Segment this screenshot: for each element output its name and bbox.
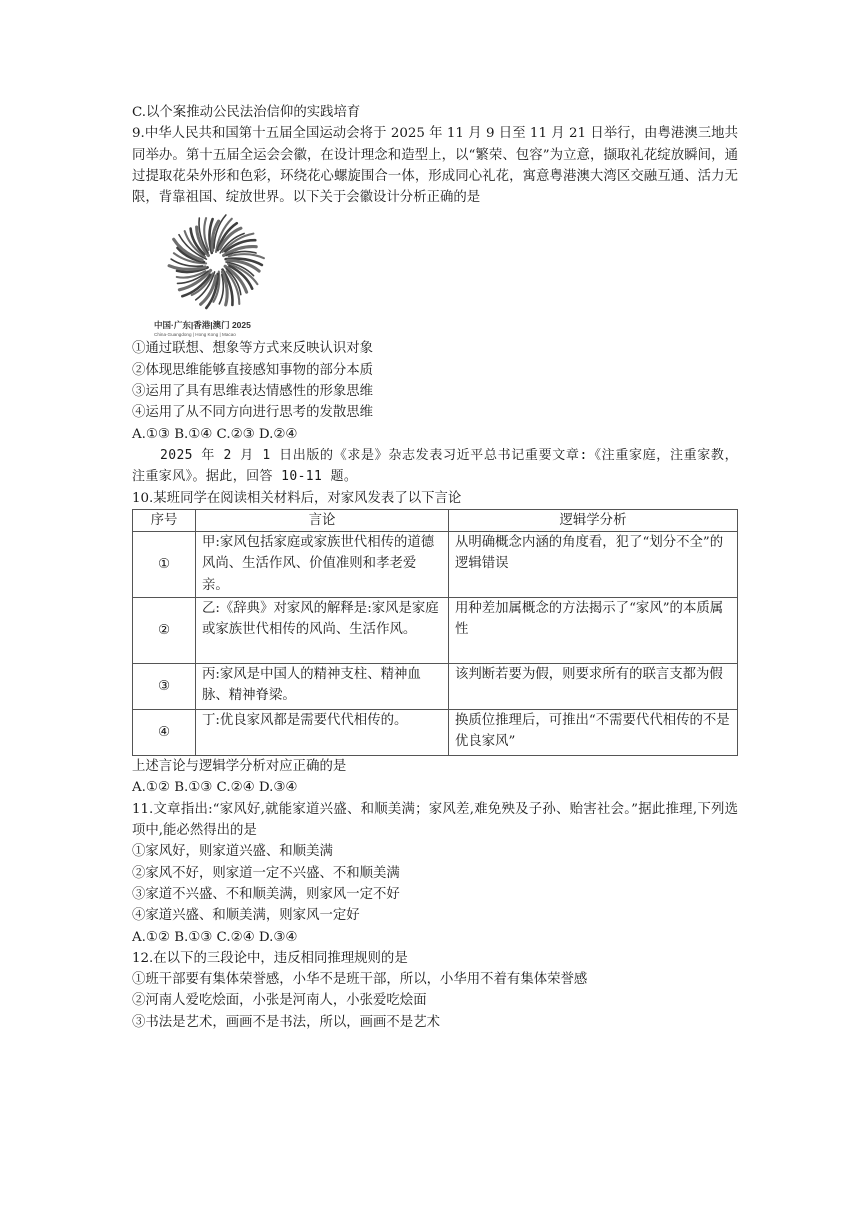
exam-page: [132, 102, 738, 1033]
table-header-row: [133, 509, 738, 531]
row-speech: 乙:《辞典》对家风的解释是:家风是家庭或家族世代相传的风尚、生活作风。: [196, 598, 449, 664]
row-speech: 甲:家风包括家庭或家族世代相传的道德风尚、生活作风、价值准则和孝老爱亲。: [196, 532, 449, 598]
q11-choices: A.①② B.①③ C.②④ D.③④: [132, 929, 298, 945]
row-analysis: 换质位推理后，可推出“不需要代代相传的不是优良家风”: [449, 710, 738, 756]
q9-choices: A.①③ B.①④ C.②③ D.②④: [132, 426, 298, 442]
q12-option-3: ③书法是艺术，画画不是书法，所以，画画不是艺术: [132, 1014, 440, 1030]
header-speech: 言论: [196, 509, 449, 531]
games-emblem-figure: [132, 208, 738, 338]
table-row: [133, 664, 738, 710]
table-row: [133, 532, 738, 598]
q11-stem: 11.文章指出:“家风好,就能家道兴盛、和顺美满；家风差,难免殃及子孙、贻害社会。”据此推理,下列选项中,能必然得出的是: [132, 801, 738, 839]
q11-option-4: ④家道兴盛、和顺美满，则家风一定好: [132, 908, 360, 924]
q10-table: [132, 509, 738, 756]
q10-after: 上述言论与逻辑学分析对应正确的是: [132, 759, 347, 775]
row-speech: 丁:优良家风都是需要代代相传的。: [196, 710, 449, 756]
q10-stem: 10.某班同学在阅读相关材料后，对家风发表了以下言论: [132, 490, 462, 506]
q9-option-2: ②体现思维能够直接感知事物的部分本质: [132, 362, 374, 378]
table-row: [133, 598, 738, 664]
row-number: ④: [133, 710, 196, 756]
games-emblem-image: [152, 210, 282, 338]
row-speech: 丙:家风是中国人的精神支柱、精神血脉、精神脊梁。: [196, 664, 449, 710]
q11-option-1: ①家风好，则家道兴盛、和顺美满: [132, 844, 333, 860]
q9-option-1: ①通过联想、想象等方式来反映认识对象: [132, 341, 374, 357]
q10-choices: A.①② B.①③ C.②④ D.③④: [132, 780, 298, 796]
q11-option-3: ③家道不兴盛、不和顺美满，则家风一定不好: [132, 886, 400, 902]
header-analysis: 逻辑学分析: [449, 509, 738, 531]
row-analysis: 该判断若要为假，则要求所有的联言支都为假: [449, 664, 738, 710]
q8-option-c: C.以个案推动公民法治信仰的实践培育: [132, 105, 361, 120]
emblem-caption: 中国·广东|香港|澳门 2025: [154, 320, 251, 331]
q9-stem: 9.中华人民共和国第十五届全国运动会将于 2025 年 11 月 9 日至 11 月 21 日举行，由粤港澳三地共同举办。第十五届全运会会徽，在设计理念和造型上，以“繁荣、包容”为立意，撷取礼花绽放瞬间，通过提取花朵外形和色彩，环绕花心螺旋围合一体，形成同心礼花，寓意粤港澳大湾区交融互通、活力无限，背靠祖国、绽放世界。以下关于会徽设计分析正确的是: [132, 126, 738, 206]
emblem-petals: [169, 215, 264, 308]
q12-option-2: ②河南人爱吃烩面，小张是河南人，小张爱吃烩面: [132, 993, 427, 1009]
q12-option-1: ①班干部要有集体荣誉感，小华不是班干部，所以，小华用不着有集体荣誉感: [132, 972, 588, 988]
row-number: ①: [133, 532, 196, 598]
q11-option-2: ②家风不好，则家道一定不兴盛、不和顺美满: [132, 865, 400, 881]
q12-stem: 12.在以下的三段论中，违反相同推理规则的是: [132, 950, 408, 966]
header-number: 序号: [133, 509, 196, 531]
row-number: ②: [133, 598, 196, 664]
row-analysis: 用种差加属概念的方法揭示了“家风”的本质属性: [449, 598, 738, 664]
row-number: ③: [133, 664, 196, 710]
q9-option-3: ③运用了具有思维表达情感性的形象思维: [132, 384, 374, 400]
emblem-subcaption: China·Guangdong | Hong Kong | Macao: [154, 332, 236, 338]
q9-option-4: ④运用了从不同方向进行思考的发散思维: [132, 405, 374, 421]
table-row: [133, 710, 738, 756]
intro-10-11: 2025 年 2 月 1 日出版的《求是》杂志发表习近平总书记重要文章:《注重家庭，注重家教，注重家风》。据此，回答 10-11 题。: [132, 447, 738, 485]
row-analysis: 从明确概念内涵的角度看，犯了“划分不全”的逻辑错误: [449, 532, 738, 598]
